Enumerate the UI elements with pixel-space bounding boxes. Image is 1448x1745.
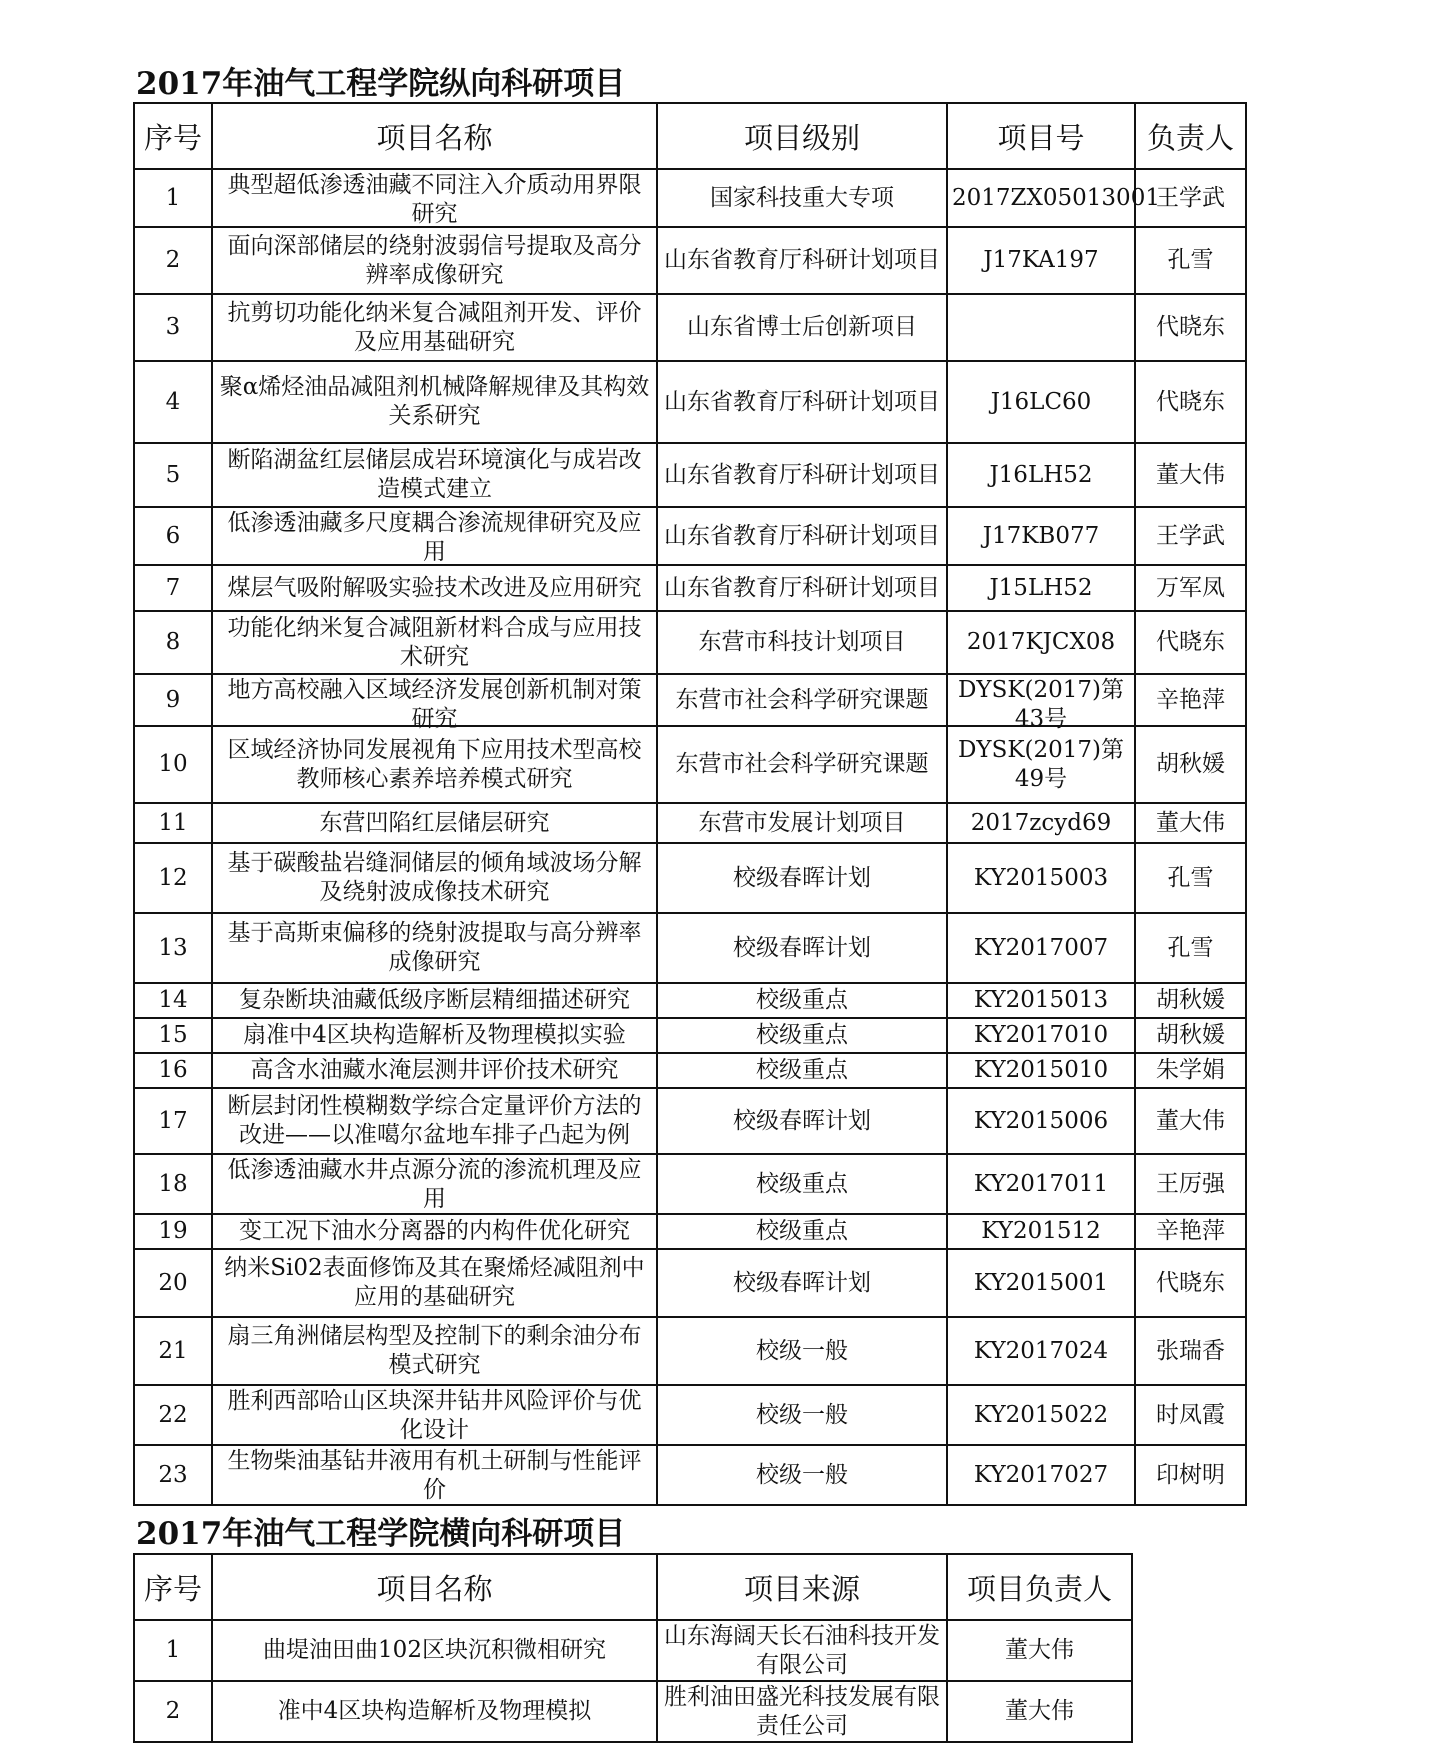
cell-leader-text: 代晓东 [1156, 314, 1225, 340]
cell-project-code [947, 507, 1135, 565]
cell-project-name-text: 断层封闭性模糊数学综合定量评价方法的改进——以准噶尔盆地车排子凸起为例 [227, 1093, 642, 1148]
cell-project-name-text: 断陷湖盆红层储层成岩环境演化与成岩改造模式建立 [227, 447, 642, 502]
cell-project-name-text: 低渗透油藏多尺度耦合渗流规律研究及应用 [227, 510, 642, 565]
cell-project-level [657, 611, 947, 674]
cell-project-level-text: 山东省教育厅科研计划项目 [664, 574, 940, 601]
cell-leader [1135, 1053, 1246, 1088]
cell-project-code [947, 1018, 1135, 1053]
cell-project-name-text: 区域经济协同发展视角下应用技术型高校教师核心素养培养模式研究 [227, 736, 642, 792]
cell-project-level [657, 726, 947, 803]
cell-project-code-text: KY2015013 [973, 987, 1109, 1013]
cell-project-name-text: 纳米Si02表面修饰及其在聚烯烃减阻剂中应用的基础研究 [224, 1255, 645, 1310]
cell-leader-text: 王学武 [1156, 184, 1225, 211]
cell-project-code [947, 1214, 1135, 1249]
cell-project-level [657, 1249, 947, 1317]
cell-project-name [212, 913, 657, 983]
cell-project-name-text: 典型超低渗透油藏不同注入介质动用界限研究 [227, 172, 642, 227]
cell-leader [1135, 1088, 1246, 1154]
cell-project-code [947, 611, 1135, 674]
cell-leader-text: 印树明 [1156, 1461, 1225, 1488]
vertical-projects-table [133, 102, 1247, 1506]
cell-project-level-text: 校级春晖计划 [733, 1269, 871, 1296]
cell-project-name [212, 1681, 657, 1742]
cell-leader [1135, 361, 1246, 443]
table-row [134, 1620, 1132, 1681]
cell-project-name [212, 1018, 657, 1053]
cell-project-code [947, 674, 1135, 732]
table-row [134, 507, 1246, 565]
cell-leader-text: 辛艳萍 [1156, 686, 1225, 713]
cell-leader [1135, 507, 1246, 565]
cell-leader-text: 董大伟 [1156, 461, 1225, 488]
cell-project-name-text: 基于高斯束偏移的绕射波提取与高分辨率成像研究 [227, 920, 642, 975]
cell-project-level-text: 东营市社会科学研究课题 [675, 686, 929, 713]
cell-project-name [212, 361, 657, 443]
header-index: 序号 [134, 1554, 212, 1620]
cell-leader [1135, 674, 1246, 726]
cell-project-name-text: 曲堤油田曲102区块沉积微相研究 [263, 1637, 606, 1663]
cell-project-name-text: 变工况下油水分离器的内构件优化研究 [239, 1218, 630, 1244]
cell-leader [1135, 1249, 1246, 1317]
cell-project-leader [947, 1620, 1132, 1681]
cell-project-name [212, 1053, 657, 1088]
cell-leader [1135, 1445, 1246, 1505]
cell-index [134, 1214, 212, 1249]
cell-index [134, 1385, 212, 1445]
cell-project-name-text: 聚α烯烃油品减阻剂机械降解规律及其构效关系研究 [219, 374, 650, 429]
cell-project-code-text: KY201512 [981, 1218, 1101, 1244]
cell-project-code [947, 361, 1135, 443]
cell-project-name-text: 面向深部储层的绕射波弱信号提取及高分辨率成像研究 [227, 232, 642, 288]
cell-index [134, 1620, 212, 1681]
cell-project-level-text: 东营市科技计划项目 [698, 629, 906, 655]
cell-leader [1135, 227, 1246, 294]
table-row [134, 983, 1246, 1018]
cell-leader [1135, 983, 1246, 1018]
cell-project-level-text: 山东省教育厅科研计划项目 [664, 461, 940, 488]
cell-leader [1135, 1154, 1246, 1214]
cell-leader-text: 孔雪 [1167, 247, 1214, 273]
cell-project-level [657, 1154, 947, 1214]
cell-project-code [947, 843, 1135, 913]
cell-project-level-text: 山东省教育厅科研计划项目 [664, 522, 940, 549]
table-row [134, 803, 1246, 843]
cell-project-code-text: 2017ZX05013001 [952, 184, 1160, 211]
cell-project-level [657, 227, 947, 294]
cell-project-code [947, 1317, 1135, 1385]
cell-project-name [212, 169, 657, 227]
cell-project-name [212, 565, 657, 611]
table-row [134, 1249, 1246, 1317]
table-row [134, 1053, 1246, 1088]
cell-project-code-text: DYSK(2017)第43号 [957, 677, 1125, 732]
cell-project-name-text: 扇准中4区块构造解析及物理模拟实验 [243, 1022, 626, 1048]
cell-project-level [657, 1214, 947, 1249]
cell-project-leader-text: 董大伟 [1005, 1637, 1074, 1663]
cell-leader [1135, 1385, 1246, 1445]
cell-project-name [212, 443, 657, 507]
cell-project-level [657, 1317, 947, 1385]
cell-project-code-text: J17KA197 [983, 247, 1099, 273]
cell-leader-text: 胡秋媛 [1156, 987, 1225, 1013]
cell-project-code-text: J17KB077 [982, 522, 1100, 549]
cell-index [134, 361, 212, 443]
cell-project-level-text: 东营市社会科学研究课题 [675, 751, 929, 777]
cell-index-text: 22 [158, 1401, 188, 1428]
cell-project-name [212, 507, 657, 565]
cell-project-level-text: 校级春晖计划 [733, 934, 871, 961]
cell-leader-text: 朱学娟 [1156, 1057, 1225, 1083]
cell-index-text: 8 [165, 629, 181, 655]
cell-project-level [657, 674, 947, 726]
cell-project-code [947, 294, 1135, 361]
table-row [134, 1317, 1246, 1385]
cell-project-code-text: DYSK(2017)第49号 [957, 736, 1125, 792]
cell-index-text: 20 [158, 1269, 188, 1296]
table-row [134, 1018, 1246, 1053]
table-row [134, 1154, 1246, 1214]
cell-project-level [657, 169, 947, 227]
cell-project-source-text: 山东海阔天长石油科技开发有限公司 [664, 1623, 940, 1678]
table-row [134, 726, 1246, 803]
cell-project-name [212, 1154, 657, 1214]
cell-project-name-text: 抗剪切功能化纳米复合减阻剂开发、评价及应用基础研究 [227, 299, 642, 355]
cell-index-text: 12 [158, 864, 188, 891]
cell-index-text: 1 [165, 184, 181, 211]
cell-leader-text: 胡秋媛 [1156, 751, 1225, 777]
table-row [134, 1445, 1246, 1505]
cell-project-code [947, 169, 1160, 227]
cell-project-code [947, 1154, 1135, 1214]
cell-project-name [212, 1214, 657, 1249]
header-leader: 负责人 [1135, 103, 1246, 169]
table-row [134, 565, 1246, 611]
header-index: 序号 [134, 103, 212, 169]
cell-project-level-text: 校级一般 [756, 1401, 848, 1428]
cell-index [134, 1681, 212, 1742]
cell-project-name [212, 294, 657, 361]
cell-leader-text: 胡秋媛 [1156, 1022, 1225, 1048]
cell-index-text: 23 [158, 1461, 188, 1488]
cell-project-name-text: 复杂断块油藏低级序断层精细描述研究 [239, 987, 630, 1013]
cell-index-text: 19 [158, 1218, 188, 1244]
cell-project-level [657, 803, 947, 843]
cell-project-level-text: 校级春晖计划 [733, 864, 871, 891]
cell-project-level [657, 1088, 947, 1154]
table-row [134, 1088, 1246, 1154]
cell-leader-text: 王厉强 [1156, 1170, 1225, 1197]
cell-index-text: 9 [165, 686, 181, 713]
cell-project-name [212, 726, 657, 803]
cell-index [134, 726, 212, 803]
cell-index [134, 565, 212, 611]
cell-leader-text: 董大伟 [1156, 1107, 1225, 1134]
cell-project-name-text: 准中4区块构造解析及物理模拟 [277, 1698, 592, 1724]
cell-leader [1135, 1214, 1246, 1249]
cell-leader-text: 辛艳萍 [1156, 1218, 1225, 1244]
cell-project-level [657, 1385, 947, 1445]
cell-project-name [212, 983, 657, 1018]
cell-project-level [657, 843, 947, 913]
cell-project-source-text: 胜利油田盛光科技发展有限责任公司 [664, 1684, 940, 1739]
cell-project-name [212, 1317, 657, 1385]
cell-project-code-text: KY2015003 [973, 864, 1109, 891]
cell-project-level-text: 校级春晖计划 [733, 1107, 871, 1134]
cell-project-name [212, 227, 657, 294]
cell-project-level [657, 361, 947, 443]
cell-index [134, 1018, 212, 1053]
cell-project-leader [947, 1681, 1132, 1742]
cell-project-name-text: 地方高校融入区域经济发展创新机制对策研究 [227, 677, 642, 732]
cell-project-code-text: KY2015022 [973, 1401, 1109, 1428]
table-row [134, 611, 1246, 674]
cell-project-code [947, 227, 1135, 294]
cell-index-text: 21 [158, 1337, 188, 1364]
table-row [134, 1214, 1246, 1249]
cell-index-text: 13 [158, 934, 188, 961]
cell-leader-text: 董大伟 [1156, 809, 1225, 836]
cell-index [134, 1317, 212, 1385]
table-header-row [134, 1554, 1132, 1620]
cell-project-name [212, 611, 657, 674]
cell-project-name [212, 1620, 657, 1681]
cell-index-text: 2 [165, 1698, 181, 1724]
cell-project-code-text: KY2015006 [973, 1107, 1109, 1134]
table-row [134, 443, 1246, 507]
cell-index [134, 843, 212, 913]
cell-project-level [657, 294, 947, 361]
cell-project-code-text: J16LH52 [989, 461, 1093, 488]
cell-project-level [657, 443, 947, 507]
cell-index [134, 507, 212, 565]
cell-project-code-text: KY2017024 [973, 1337, 1109, 1364]
cell-project-name [212, 1445, 657, 1505]
cell-project-name-text: 扇三角洲储层构型及控制下的剩余油分布模式研究 [227, 1323, 642, 1378]
cell-index-text: 6 [165, 522, 181, 549]
cell-project-code [947, 1249, 1135, 1317]
cell-project-name [212, 1249, 657, 1317]
cell-index-text: 17 [158, 1107, 188, 1134]
cell-project-code [947, 1088, 1135, 1154]
cell-project-level [657, 565, 947, 611]
cell-project-level [657, 983, 947, 1018]
table-row [134, 1385, 1246, 1445]
cell-index [134, 803, 212, 843]
cell-project-code-text: KY2017007 [973, 934, 1109, 961]
cell-project-level [657, 1053, 947, 1088]
header-project-level: 项目级别 [657, 103, 947, 169]
cell-leader-text: 孔雪 [1167, 934, 1214, 961]
cell-index-text: 2 [165, 247, 181, 273]
cell-project-name-text: 功能化纳米复合减阻新材料合成与应用技术研究 [227, 614, 642, 670]
cell-leader-text: 代晓东 [1156, 1269, 1225, 1296]
cell-leader [1135, 1317, 1246, 1385]
cell-leader-text: 代晓东 [1156, 629, 1225, 655]
cell-project-level-text: 校级重点 [756, 987, 848, 1013]
cell-leader-text: 孔雪 [1167, 864, 1214, 891]
cell-project-name-text: 低渗透油藏水井点源分流的渗流机理及应用 [227, 1157, 642, 1212]
cell-project-level-text: 校级重点 [756, 1170, 848, 1197]
cell-project-code [947, 1385, 1135, 1445]
cell-project-name [212, 1385, 657, 1445]
cell-project-code [947, 565, 1135, 611]
cell-index-text: 11 [158, 809, 188, 836]
table-row [134, 294, 1246, 361]
cell-index [134, 913, 212, 983]
cell-project-source [657, 1681, 947, 1742]
table-row [134, 1681, 1132, 1742]
cell-project-level-text: 校级重点 [756, 1022, 848, 1048]
horizontal-projects-table [133, 1553, 1133, 1743]
cell-project-name-text: 煤层气吸附解吸实验技术改进及应用研究 [227, 574, 642, 601]
cell-project-name [212, 843, 657, 913]
cell-project-code-text: KY2017010 [973, 1022, 1109, 1048]
cell-project-code-text: J15LH52 [989, 574, 1093, 601]
cell-leader [1135, 913, 1246, 983]
cell-project-code-text: KY2017027 [973, 1461, 1109, 1488]
cell-leader [1135, 843, 1246, 913]
table-row [134, 227, 1246, 294]
cell-project-code-text: J16LC60 [990, 388, 1092, 415]
cell-leader [1135, 611, 1246, 674]
cell-project-leader-text: 董大伟 [1005, 1698, 1074, 1724]
cell-project-source [657, 1620, 947, 1681]
table-row [134, 674, 1246, 726]
cell-project-level-text: 校级一般 [756, 1337, 848, 1364]
cell-project-name [212, 803, 657, 843]
cell-project-name [212, 1088, 657, 1154]
cell-project-level [657, 507, 947, 565]
header-project-leader: 项目负责人 [947, 1554, 1132, 1620]
cell-project-level-text: 山东省教育厅科研计划项目 [664, 388, 940, 415]
cell-index-text: 15 [158, 1022, 188, 1048]
cell-index [134, 674, 212, 726]
cell-project-level-text: 山东省教育厅科研计划项目 [664, 247, 940, 273]
cell-project-code [947, 913, 1135, 983]
cell-index [134, 1445, 212, 1505]
cell-project-code-text: 2017zcyd69 [970, 809, 1112, 836]
cell-project-name [212, 674, 657, 732]
cell-project-level [657, 913, 947, 983]
cell-project-name-text: 基于碳酸盐岩缝洞储层的倾角域波场分解及绕射波成像技术研究 [227, 850, 642, 905]
cell-index-text: 10 [158, 751, 188, 777]
cell-leader [1135, 443, 1246, 507]
header-project-code: 项目号 [947, 103, 1135, 169]
horizontal-projects-title: 2017年油气工程学院横向科研项目 [136, 1516, 626, 1552]
cell-project-code [947, 983, 1135, 1018]
cell-project-code [947, 726, 1135, 803]
cell-project-name-text: 生物柴油基钻井液用有机土研制与性能评价 [227, 1448, 642, 1503]
cell-index-text: 1 [165, 1637, 181, 1663]
cell-leader [1135, 803, 1246, 843]
header-project-source: 项目来源 [657, 1554, 947, 1620]
cell-leader [1135, 1018, 1246, 1053]
cell-index [134, 443, 212, 507]
header-project-name: 项目名称 [212, 1554, 657, 1620]
cell-project-level-text: 校级一般 [756, 1461, 848, 1488]
cell-project-level [657, 1445, 947, 1505]
cell-leader-text: 时凤霞 [1156, 1401, 1225, 1428]
table-row [134, 169, 1246, 227]
cell-project-code [947, 1445, 1135, 1505]
cell-project-name-text: 高含水油藏水淹层测井评价技术研究 [250, 1057, 619, 1083]
header-project-name: 项目名称 [212, 103, 657, 169]
cell-index-text: 16 [158, 1057, 188, 1083]
cell-index-text: 4 [165, 388, 181, 415]
cell-leader [1135, 726, 1246, 803]
cell-index-text: 7 [165, 574, 181, 601]
cell-index [134, 983, 212, 1018]
table-row [134, 361, 1246, 443]
cell-project-name-text: 东营凹陷红层储层研究 [319, 809, 550, 836]
cell-project-level-text: 校级重点 [756, 1218, 848, 1244]
cell-index [134, 1053, 212, 1088]
cell-project-name-text: 胜利西部哈山区块深井钻井风险评价与优化设计 [227, 1388, 642, 1443]
table-row [134, 913, 1246, 983]
cell-project-code [947, 443, 1135, 507]
cell-index-text: 5 [165, 461, 181, 488]
cell-index [134, 1088, 212, 1154]
cell-leader-text: 代晓东 [1156, 388, 1225, 415]
vertical-projects-title: 2017年油气工程学院纵向科研项目 [136, 66, 626, 102]
table-header-row [134, 103, 1246, 169]
cell-project-code-text: KY2015001 [973, 1269, 1109, 1296]
cell-leader [1135, 294, 1246, 361]
cell-leader [1135, 565, 1246, 611]
cell-leader-text: 王学武 [1156, 522, 1225, 549]
cell-leader-text: 张瑞香 [1156, 1337, 1225, 1364]
cell-leader-text: 万军凤 [1156, 574, 1225, 601]
table-row [134, 843, 1246, 913]
cell-index [134, 611, 212, 674]
cell-project-level-text: 校级重点 [756, 1057, 848, 1083]
cell-project-level-text: 山东省博士后创新项目 [687, 314, 917, 340]
cell-index-text: 18 [158, 1170, 188, 1197]
cell-project-code [947, 803, 1135, 843]
cell-index-text: 3 [165, 314, 181, 340]
cell-index-text: 14 [158, 987, 188, 1013]
cell-index [134, 1249, 212, 1317]
cell-project-level [657, 1018, 947, 1053]
cell-project-level-text: 东营市发展计划项目 [698, 809, 906, 836]
cell-index [134, 227, 212, 294]
cell-index [134, 1154, 212, 1214]
cell-project-level-text: 国家科技重大专项 [710, 184, 894, 211]
cell-index [134, 294, 212, 361]
cell-project-code [947, 1053, 1135, 1088]
cell-project-code-text: KY2015010 [973, 1057, 1109, 1083]
cell-index [134, 169, 212, 227]
cell-project-code-text: KY2017011 [973, 1170, 1109, 1197]
cell-project-code-text: 2017KJCX08 [966, 629, 1116, 655]
